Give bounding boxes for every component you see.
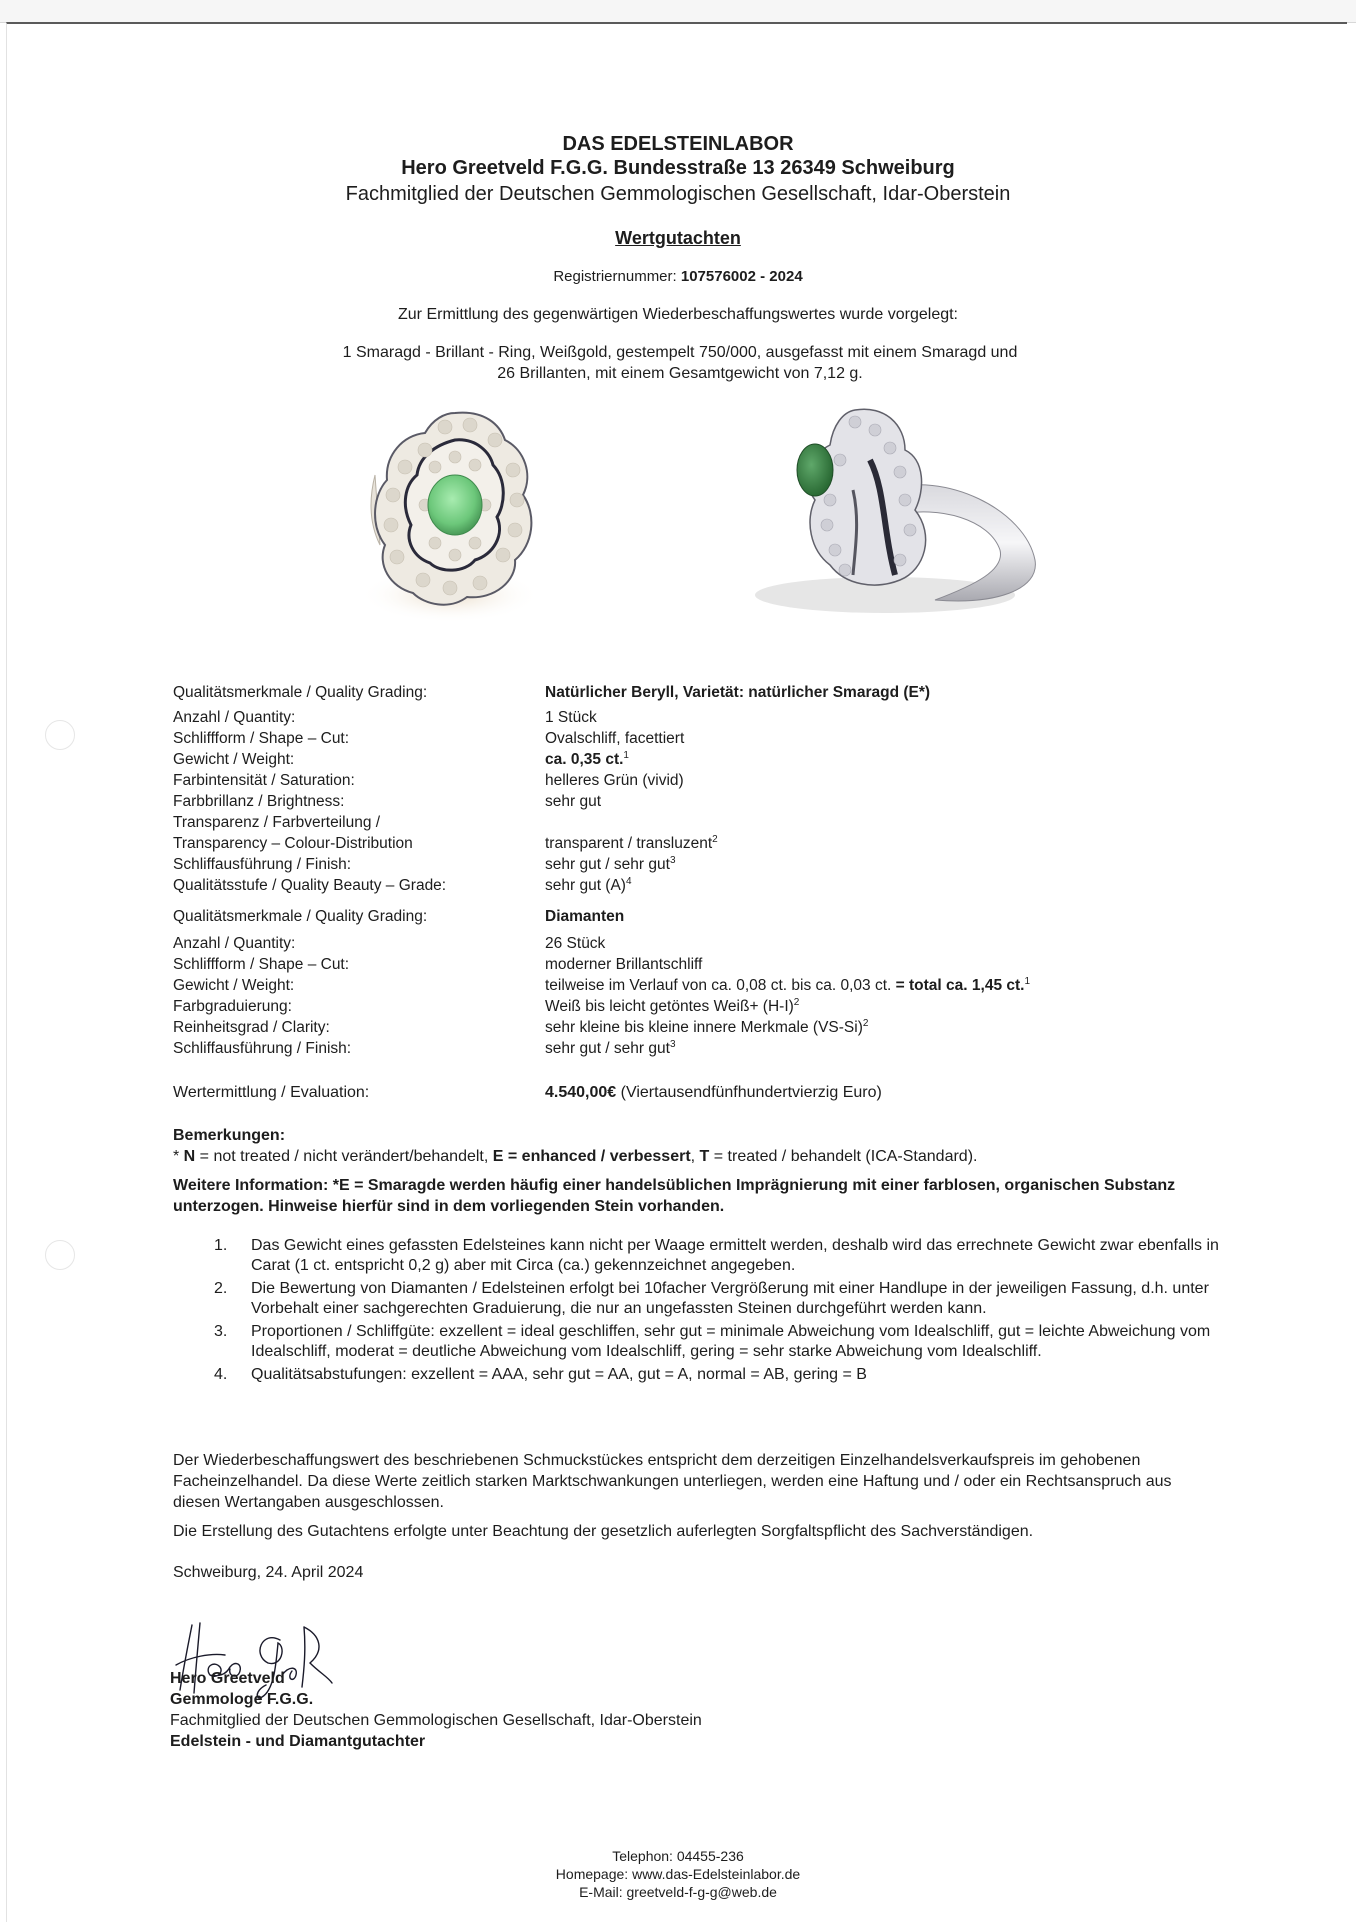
grading-label: Qualitätsmerkmale / Quality Grading: <box>173 908 428 925</box>
row-label: Transparenz / Farbverteilung / <box>173 814 381 831</box>
evaluation <box>173 1082 1133 1103</box>
row-value: teilweise im Verlauf von ca. 0,08 ct. bis ca. 0,03 ct. <box>545 977 896 994</box>
place-and-date: Schweiburg, 24. April 2024 <box>173 1564 364 1581</box>
item-description-line: 1 Smaragd - Brillant - Ring, Weißgold, gestempelt 750/000, ausgefasst mit einem Smaragd und <box>342 344 1018 361</box>
contact-footer <box>0 1847 1356 1901</box>
evaluation-row <box>173 1082 1133 1103</box>
row-label: Anzahl / Quantity: <box>173 935 296 952</box>
footnote-text: Die Bewertung von Diamanten / Edelsteinen erfolgt bei 10facher Vergrößerung mit einer Handlupe in der jeweiligen Fassung, d.h. unter Vorbehalt einer sachgerechten Graduierung, die nur an ungefassten Steinen durchgeführt werden kann. <box>251 1280 1209 1317</box>
row-value: sehr gut / sehr gut <box>545 856 670 873</box>
footnote-reference: 3 <box>669 1038 676 1050</box>
row-label: Farbintensität / Saturation: <box>173 772 355 789</box>
grading-row <box>173 812 1133 833</box>
document-title: Wertgutachten <box>615 228 741 248</box>
remarks-heading: Bemerkungen: <box>173 1127 286 1144</box>
grading-value: Diamanten <box>545 908 625 925</box>
grading-row <box>173 833 1133 854</box>
row-value: helleres Grün (vivid) <box>545 772 684 789</box>
punch-hole-mark <box>45 720 75 750</box>
row-value: sehr gut <box>545 793 602 810</box>
homepage-link[interactable]: www.das-Edelsteinlabor.de <box>632 1866 801 1882</box>
row-value: sehr gut (A) <box>545 877 626 894</box>
footnote-reference: 1 <box>1024 975 1031 987</box>
registration-label: Registriernummer: <box>553 268 677 285</box>
footnote-reference: 2 <box>712 833 718 845</box>
footnote-number: 2. <box>214 1280 228 1297</box>
legend-part: * <box>173 1148 184 1165</box>
footnote-number: 4. <box>214 1366 228 1383</box>
emerald-grading-header <box>173 682 1133 703</box>
legend-part: T <box>699 1148 710 1165</box>
row-label: Schliffausführung / Finish: <box>173 856 352 873</box>
email: E-Mail: greetveld-f-g-g@web.de <box>579 1884 777 1900</box>
treatment-legend <box>173 1148 1173 1166</box>
footnote-number: 1. <box>214 1237 228 1254</box>
grading-value: Natürlicher Beryll, Varietät: natürlicher Smaragd (E*) <box>545 684 931 701</box>
intro-text: Zur Ermittlung des gegenwärtigen Wiederbeschaffungswertes wurde vorgelegt: <box>398 306 958 323</box>
row-value: transparent / transluzent <box>545 835 713 852</box>
grading-row <box>173 1038 1133 1059</box>
grading-row <box>173 875 1133 896</box>
ring-side-photo <box>735 400 1055 620</box>
letterhead <box>0 132 1356 207</box>
grading-row <box>173 954 1133 975</box>
row-label: Reinheitsgrad / Clarity: <box>173 1019 330 1036</box>
grading-row <box>173 854 1133 875</box>
row-label: Transparency – Colour-Distribution <box>173 835 413 852</box>
row-value: Ovalschliff, facettiert <box>545 730 685 747</box>
grading-row <box>173 770 1133 791</box>
legend-part: , <box>690 1148 700 1165</box>
homepage: Homepage: www.das-Edelsteinlabor.de <box>555 1866 801 1882</box>
lab-membership: Fachmitglied der Deutschen Gemmologischen Gesellschaft, Idar-Oberstein <box>345 183 1011 205</box>
registration-number <box>0 268 1356 285</box>
replacement-value-disclaimer: Der Wiederbeschaffungswert des beschriebenen Schmuckstückes entspricht dem derzeitigen Einzelhandelsverkaufspreis im gehobenen Facheinzelhandel. Da diese Werte zeitlich starken Marktschwankungen unterliegen, werden eine Haftung und / oder ein Rechtsanspruch aus diesen Wertangaben ausgeschlossen. <box>173 1452 1172 1511</box>
signatory-role: Edelstein - und Diamantgutachter <box>170 1733 426 1750</box>
footnote-reference: 2 <box>793 996 800 1008</box>
evaluation-label: Wertermittlung / Evaluation: <box>173 1084 370 1101</box>
row-value: 1 Stück <box>545 709 597 726</box>
grading-row <box>173 707 1133 728</box>
grading-row <box>173 996 1133 1017</box>
footnote-item <box>190 1365 1230 1385</box>
legend-part: N <box>183 1148 196 1165</box>
row-label: Schliffform / Shape – Cut: <box>173 956 350 973</box>
row-value: ca. 0,35 ct. <box>545 751 624 768</box>
footnote-item <box>190 1236 1230 1276</box>
footnote-reference: 1 <box>623 749 629 761</box>
lab-name: DAS EDELSTEINLABOR <box>562 133 794 155</box>
item-description-line: 26 Brillanten, mit einem Gesamtgewicht von 7,12 g. <box>497 365 863 382</box>
diligence-statement: Die Erstellung des Gutachtens erfolgte unter Beachtung der gesetzlich auferlegten Sorgfaltspflicht des Sachverständigen. <box>173 1523 1034 1540</box>
footnote-item <box>190 1279 1230 1319</box>
item-description <box>280 342 1080 384</box>
evaluation-amount: 4.540,00€ <box>545 1084 617 1101</box>
row-label: Qualitätsstufe / Quality Beauty – Grade: <box>173 877 447 894</box>
further-information: Weitere Information: *E = Smaragde werden häufig einer handelsüblichen Imprägnierung mit einer farblosen, organischen Substanz unterzogen. Hinweise hierfür sind in dem vorliegenden Stein vorhanden. <box>173 1177 1176 1215</box>
signatory-name: Hero Greetveld <box>170 1670 285 1687</box>
diamond-grading-header <box>173 906 1133 927</box>
legend-part: E = enhanced / verbessert <box>492 1148 691 1165</box>
row-label: Gewicht / Weight: <box>173 977 295 994</box>
scan-top-edge <box>0 0 1356 23</box>
lab-address: Hero Greetveld F.G.G. Bundesstraße 13 26349 Schweiburg <box>401 157 955 179</box>
grading-row <box>173 975 1133 996</box>
row-label: Farbbrillanz / Brightness: <box>173 793 345 810</box>
row-label: Schliffausführung / Finish: <box>173 1040 352 1057</box>
grading-row <box>173 1017 1133 1038</box>
row-value: Weiß bis leicht getöntes Weiß+ (H-I) <box>545 998 794 1015</box>
signatory-title: Gemmologe F.G.G. <box>170 1691 314 1708</box>
evaluation-amount-words: (Viertausendfünfhundertvierzig Euro) <box>616 1084 882 1101</box>
signatory-membership: Fachmitglied der Deutschen Gemmologischen Gesellschaft, Idar-Oberstein <box>170 1712 702 1729</box>
footnote-reference: 2 <box>862 1017 869 1029</box>
grading-row <box>173 749 1133 770</box>
phone: Telephon: 04455-236 <box>612 1848 744 1864</box>
emerald-grading-table <box>173 682 1133 896</box>
row-value: 26 Stück <box>545 935 606 952</box>
footnote-number: 3. <box>214 1323 228 1340</box>
footnote-text: Das Gewicht eines gefassten Edelsteines kann nicht per Waage ermittelt werden, deshalb wird das errechnete Gewicht zwar ebenfalls in Carat (1 ct. entspricht 0,2 g) aber mit Circa (ca.) gekennzeichnet angegeben. <box>251 1237 1219 1274</box>
grading-row <box>173 791 1133 812</box>
legend-part: = treated / behandelt (ICA-Standard). <box>709 1148 978 1165</box>
row-label: Gewicht / Weight: <box>173 751 295 768</box>
email-address: greetveld-f-g-g@web.de <box>626 1884 777 1900</box>
signatory-block <box>170 1668 702 1752</box>
footnote-item <box>190 1322 1230 1362</box>
phone-number: 04455-236 <box>676 1848 744 1864</box>
ring-front-photo <box>355 405 555 630</box>
row-value: moderner Brillantschliff <box>545 956 703 973</box>
footnotes-list <box>190 1236 1230 1388</box>
footnote-reference: 4 <box>625 875 632 887</box>
row-label: Schliffform / Shape – Cut: <box>173 730 350 747</box>
grading-row <box>173 728 1133 749</box>
row-value-total: = total ca. 1,45 ct. <box>895 977 1025 994</box>
registration-value: 107576002 - 2024 <box>680 268 803 285</box>
grading-label: Qualitätsmerkmale / Quality Grading: <box>173 684 428 701</box>
footnote-text: Qualitätsabstufungen: exzellent = AAA, sehr gut = AA, gut = A, normal = AB, gering = B <box>251 1366 867 1383</box>
row-value: sehr gut / sehr gut <box>545 1040 670 1057</box>
punch-hole-mark <box>45 1240 75 1270</box>
diamond-grading-table <box>173 906 1133 1059</box>
row-value: sehr kleine bis kleine innere Merkmale (VS-Si) <box>545 1019 863 1036</box>
legend-part: = not treated / nicht verändert/behandelt, <box>195 1148 493 1165</box>
row-label: Farbgraduierung: <box>173 998 292 1015</box>
footnote-text: Proportionen / Schliffgüte: exzellent = ideal geschliffen, sehr gut = minimale Abweichung vom Idealschliff, gut = leichte Abweichung vom Idealschliff, moderat = deutliche Abweichung vom Idealschliff, gering = sehr starke Abweichung vom Idealschliff. <box>251 1323 1211 1360</box>
grading-row <box>173 933 1133 954</box>
footnote-reference: 3 <box>669 854 676 866</box>
row-label: Anzahl / Quantity: <box>173 709 296 726</box>
